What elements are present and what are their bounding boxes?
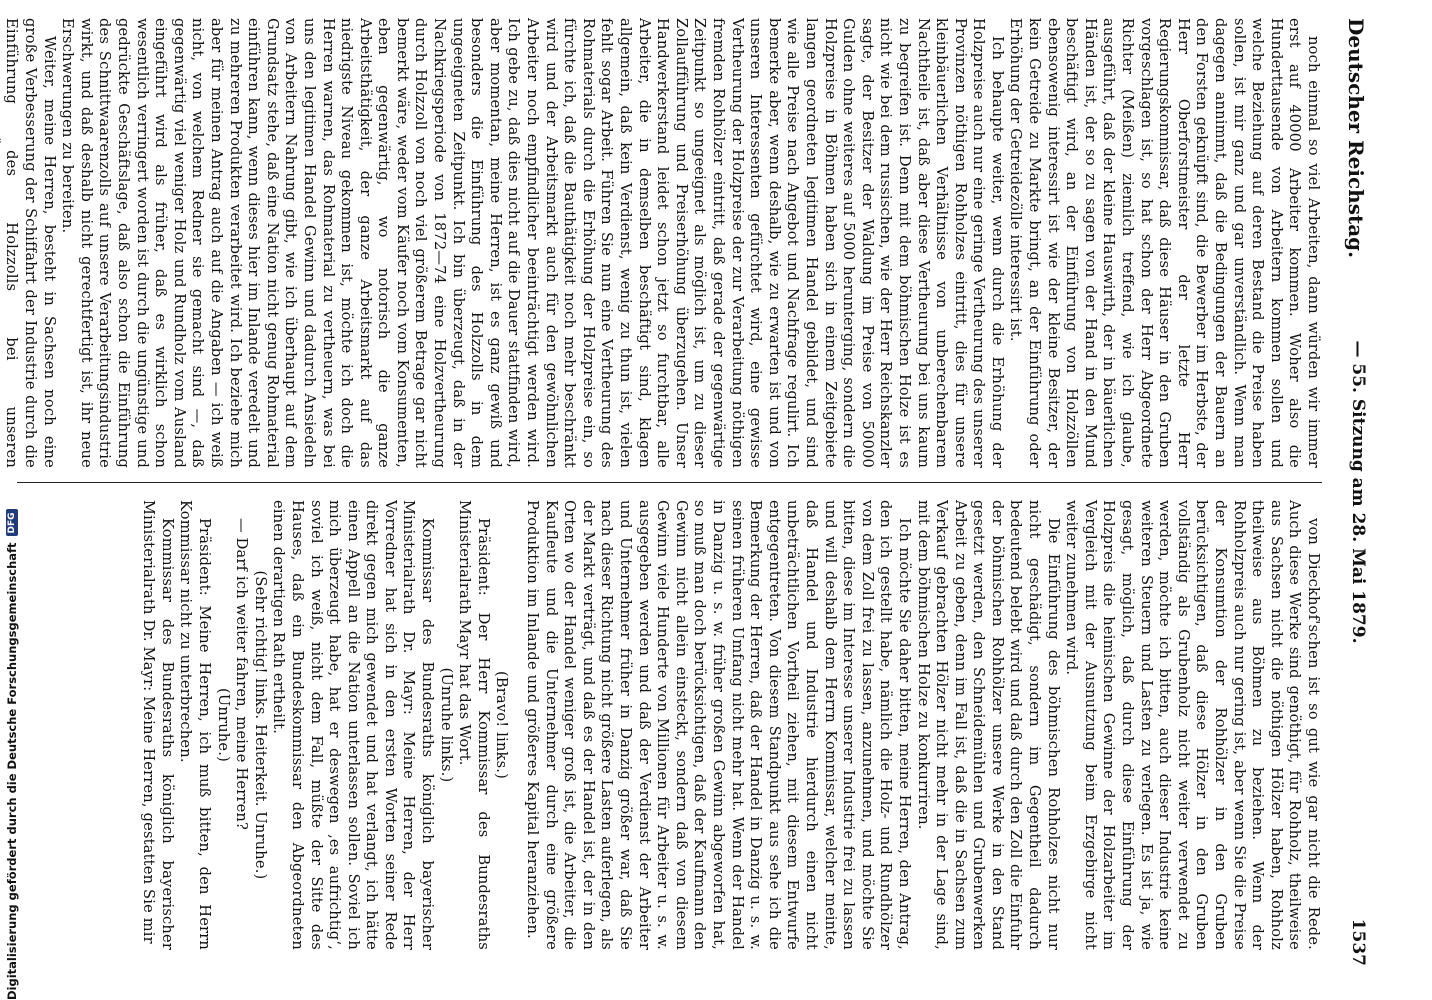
paragraph: Ich möchte Sie daher bitten, meine Herren, den Antrag, den ich gestellt habe, nämlich die Holz- und Rundhölzer von dem Zoll frei zu lassen, anzunehmen, und möchte Sie bitten, diese im Interesse unserer Industrie frei zu lassen und will deshalb dem Herrn Kommissar, welcher meinte, daß Handel und Industrie hierdurch einen nicht unbeträchtlichen Vortheil ziehen, mit diesem Entwurfe entgegentreten. Von diesem Standpunkt aus sehe ich die Bemerkung der Herren, daß der Handel in Danzig u. s. w. seinen früheren Umfang nicht mehr hat. Wenn der Handel in Danzig u. s. w. früher großen Gewinn abgeworfen hat, so muß man doch berücksichtigen, daß der Kaufmann den Gewinn nicht allein einsteckt, sondern daß von diesem Gewinn viele Hunderte von Millionen für Arbeiter u. s. w. ausgegeben werden und daß der Verdienst der Arbeiter und Unternehmer früher in Danzig größer war, daß Sie nach dieser Richtung nicht größere Lasten auferlegen, als der Markt verträgt, und daß es der Handel ist, der in den Orten wo der Handel weniger groß ist, die Arbeiter, die Kaufleute und die Unternehmer durch eine größere Produktion im Inlande und größeres Kapital heranziehen. bbox=[524, 500, 913, 950]
running-header bbox=[1340, 18, 1374, 966]
dfg-logo-icon: DFG bbox=[6, 509, 18, 536]
header-title: Deutscher Reichstag. bbox=[1344, 18, 1368, 259]
column-divider bbox=[17, 482, 1322, 483]
paragraph: Kommissar des Bundesraths königlich bayerischer Ministerialrath Dr. Mayr: Meine Herren, der Herr Vorredner hat sich in den ersten Worten seiner Rede direkt gegen mich gewendet und hat verlangt, ich hätte einen Appell an die Nation unterlassen sollen. Soviel ich mich überzeugt habe, hat er deswegen ‚es aufrichtig‘, soviel ich weiß, nicht dem Fall, müßte der Sitte des Hauses, daß ein Bundeskommissar den Abgeordneten einen derartigen Rath ertheilt. bbox=[270, 500, 437, 950]
header-session: — 55. Sitzung am 28. Mai 1879. bbox=[1348, 340, 1368, 644]
spacer bbox=[510, 500, 522, 950]
digitization-footer bbox=[0, 0, 24, 1000]
stage-direction: (Sehr richtig! links. Heiterkeit. Unruhe.) bbox=[251, 570, 269, 880]
paragraph: noch einmal so viel Arbeiten, dann würden wir immer erst auf 40000 Arbeiter kommen. Woher also die Hunderttausende von Arbeitern kommen sollen und welche Beziehung auf deren Bestand die Preise haben sollen, ist mir ganz und gar unverständlich. Wenn man dagegen annimmt, daß die Bedingungen der Bauern an den Forsten geknüpft sind, die Bewerber im Herbste, der Herr Oberforstmeister der letzte Herr Regierungskommissar, daß diese Häuser in den Gruben vorgeschlagen ist, so hat schon der Herr Abgeordnete Richter (Meißen) ziemlich treffend, wie ich glaube, ausgeführt, daß der kleine Hauswirth, der in bäuerlichen Händen ist, der so zu sagen von der Hand in den Mund beschäftigt wird, an der Einführung von Holzzöllen ebensowenig interessirt ist wie der kleine Besitzer, der kein Getreide zu Markte bringt, an der Einführung oder Erhöhung der Getreidezölle interessirt ist. bbox=[1007, 18, 1322, 468]
paragraph: von Dieckhof'schen ist so gut wie gar nicht die Rede. Auch diese Werke sind genöthigt, für Rohholz, theilweise aus Sachsen nicht die nöthigen Hölzer haben, Rohholz theilweise aus Böhmen zu beziehen. Wenn der Rohholzpreis auch nur gering ist, aber wenn Sie die Preise der Konsumtion der Rohhölzer in den Gruben berücksichtigen, daß diese Hölzer in den Gruben vollständig als Grubenholz nicht weiter verwendet zu werden, möchte ich bitten, auch dieser Industrie keine weiteren Steuern und Lasten zu verlegen. Es ist ja, wie gesagt, möglich, daß durch diese Einführung der Holzpreis die heimischen Gewinne der Holzarbeiter im Vergleich mit der Ausnutzung beim Erzgebirge nicht weiter zunehmen wird. bbox=[1063, 500, 1322, 950]
paragraph: Präsident: Meine Herren, ich muß bitten, den Herrn Kommissar nicht zu unterbrechen. bbox=[177, 500, 213, 950]
paragraph: — Darf ich weiter fahren, meine Herren? bbox=[233, 518, 251, 831]
left-column bbox=[2, 18, 1322, 468]
stage-direction: (Bravo! links.) bbox=[493, 670, 511, 780]
right-column bbox=[2, 500, 1322, 950]
stage-direction: (Unruhe.) bbox=[214, 688, 232, 762]
paragraph: Die Einführung des böhmischen Rohholzes nicht nur nicht geschädigt, sondern im Gegentheil dadurch bedeutend belebt wird und daß durch den Zoll die Einfuhr der böhmischen Rohhölzer unsere Werke in den Stand gesetzt werden, den Schneidemühlen und Grubenwerken Arbeit zu geben, denn im Fall ist, daß die in Sachsen zum Verkauf gebrachten Hölzer nicht mehr in der Lage sind, mit dem böhmischen Holze zu konkurriren. bbox=[914, 500, 1062, 950]
stage-direction: (Unruhe links.) bbox=[437, 667, 455, 783]
page-number: 1537 bbox=[1348, 918, 1368, 966]
paragraph: Kommissar des Bundesraths königlich bayerischer Ministerialrath Dr. Mayr: Meine Herren, gestatten Sie mir bbox=[140, 500, 176, 950]
footer-text: Digitalisierung gefördert durch die Deutsche Forschungsgemeinschaft bbox=[5, 542, 19, 1000]
paragraph: Präsident: Der Herr Kommissar des Bundesraths Ministerialrath Mayr hat das Wort. bbox=[456, 500, 492, 950]
paragraph: Weiter, meine Herren, besteht in Sachsen noch eine große Verbesserung der Schiffahrt der Industrie durch die Einführung des Holzzolls bei unseren bbox=[3, 18, 58, 468]
paragraph: Ich behaupte weiter, wenn durch die Erhöhung der Holzpreise auch nur eine geringe Vertheurung des unserer Provinzen nöthigen Rohholzes eintritt, dies für unsere kleinbäuerlichen Verhältnisse von unberechenbarem Nachtheile ist, daß aber diese Vertheurung bei uns kaum zu begreifen ist. Denn mit dem böhmischen Holze ist es nicht wie bei dem russischen, wie der Herr Reichskanzler sagte, der Besitzer der Waldung im Preise von 50000 Gulden ohne weiteres auf 5000 herunterging, sondern die Holzpreise in Böhmen haben sich in einem Zeitgebiete langen geordneten legitimen Handel gebildet, und sind wie alle Preise nach Angebot und Nachfrage regulirt. Ich bemerke aber, wenn deshalb, wie zu erwarten ist und von unseren Interessenten gefürchtet wird, eine gewisse Vertheurung der Holzpreise der zur Verarbeitung nöthigen fremden Rohhölzer eintritt, daß gerade der gegenwärtige Zeitpunkt so ungeeignet als möglich ist, um zu dieser Zollaufführung und Preiserhöhung überzugehen. Unser Handwerkerstand leidet schon jetzt so furchtbar, alle Arbeiter, die in demselben beschäftigt sind, klagen allgemein, daß kein Verdienst, wenig zu thun ist, vielen fehlt sogar Arbeit. Führen Sie nun eine Vertheurung des Rohmaterials durch die Erhöhung der Holzpreise ein, so fürchte ich, daß die Bauthätigkeit noch mehr beschränkt wird und der Arbeitsmarkt auch für den gewöhnlichen Arbeiter noch empfindlicher beeinträchtigt werden wird. Ich gebe zu, daß dies nicht auf die Dauer stattfinden wird, aber momentan, meine Herren, ist es ganz gewiß und besonders die Einführung des Holzzolls in dem ungeeigneten Zeitpunkt. Ich bin überzeugt, daß in der Nachkriegsperiode von 1872—74 eine Holzvertheurung durch Holzzoll von noch viel größerem Betrage gar nicht bemerkt wäre, weder vom Käufer noch vom Konsumenten, eben gegenwärtig, wo notorisch die ganze Arbeitsthätigkeit, der ganze Arbeitsmarkt auf das niedrigste Niveau gekommen ist, möchte ich doch die Herren warnen, das Rohmaterial zu vertheuern, was bei uns den legitimen Handel Gewinn und dadurch Ansiedeln von Arbeitern Nahrung gibt, wie ich überhaupt auf dem Grundsatz stehe, daß eine Nation nicht genug Rohmaterial einführen kann, wenn dieses hier im Inlande veredelt und zu mehreren Produkten verarbeitet wird. Ich beziehe mich aber für meinen Antrag auch auf die Angaben — ich weiß nicht, von welchem Redner sie gemacht sind —, daß gegenwärtig viel weniger Holz und Rundholz vom Ausland eingeführt wird als früher, daß es wirklich schon wesentlich verringert worden ist durch die ungünstige und gedrückte Geschäftslage, daß also schon die Einführung des Schnittwaarenzolls auf unsere Verarbeitungsindustrie wirkt, und daß deshalb nicht gerechtfertigt ist, ihr neue Erschwerungen zu bereiten. bbox=[59, 18, 1006, 468]
